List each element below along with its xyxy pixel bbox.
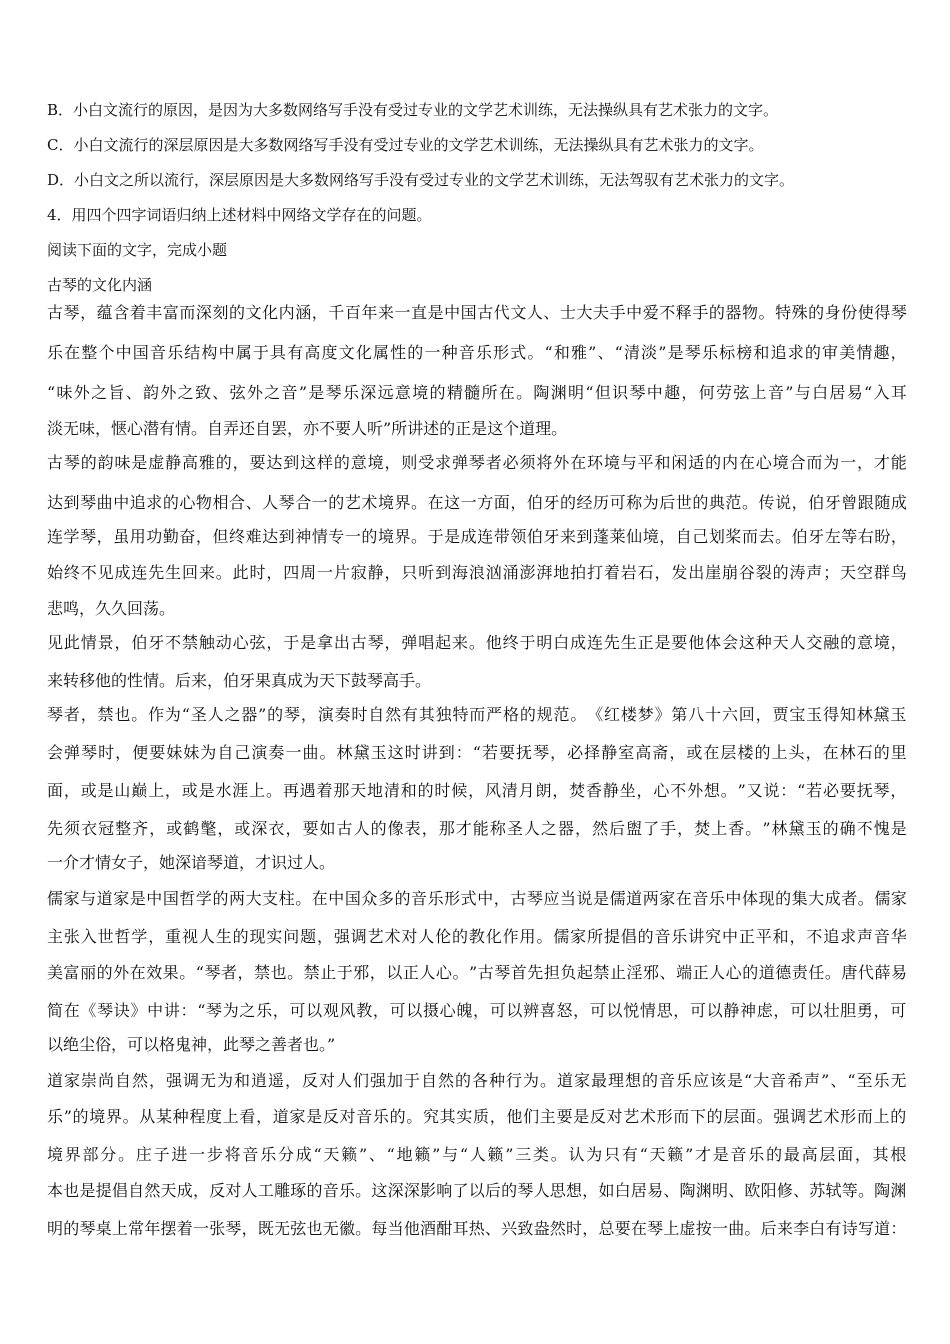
article-line: 会 弹 琴 时 ， 便 要 妹 妹 为 自 己 演 奏 一 曲 。 林 黛 玉 这 时 讲 到 ： “ 若 要 抚 琴 ， 必 择 静 室 高 斋 ， 或 在 层 楼 的 上 头 ， 在 林 石 的 里 (47, 743, 907, 762)
option-c (47, 135, 907, 155)
option-d-label: D． (47, 171, 75, 189)
article-title: 古琴的文化内涵 (47, 276, 153, 294)
article-line: 始 终 不 见 成 连 先 生 回 来 。 此 时 ， 四 周 一 片 寂 静 ， 只 听 到 海 浪 汹 涌 澎 湃 地 拍 打 着 岩 石 ， 发 出 崖 崩 谷 裂 的 涛 声 ； 天 空 群 鸟 (47, 563, 907, 582)
reading-instruction: 阅读下面的文字，完成小题 (47, 241, 228, 259)
article-line: 乐 ” 的 境 界 。 从 某 种 程 度 上 看 ， 道 家 是 反 对 音 乐 的 。 究 其 实 质 ， 他 们 主 要 是 反 对 艺 术 形 而 下 的 层 面 。 强 调 艺 术 形 而 上 的 (47, 1107, 907, 1126)
article-line: 琴 者 ， 禁 也 。 作 为 “ 圣 人 之 器 ” 的 琴 ， 演 奏 时 自 然 有 其 独 特 而 严 格 的 规 范 。 《 红 楼 梦 》 第 八 十 六 回 ， 贾 宝 玉 得 知 林 黛 玉 (47, 705, 907, 724)
article-line: 古 琴 的 韵 味 是 虚 静 高 雅 的 ， 要 达 到 这 样 的 意 境 ， 则 受 求 弹 琴 者 必 须 将 外 在 环 境 与 平 和 闲 适 的 内 在 心 境 合 而 为 一 ， 才 能 (47, 453, 907, 472)
article-line: 乐 在 整 个 中 国 音 乐 结 构 中 属 于 具 有 高 度 文 化 属 性 的 一 种 音 乐 形 式 。 “ 和 雅 ” 、 “ 清 淡 ” 是 琴 乐 标 榜 和 追 求 的 审 美 情 趣 ， (47, 343, 907, 362)
article-line: 美 富 丽 的 外 在 效 果 。 “ 琴 者 ， 禁 也 。 禁 止 于 邪 ， 以 正 人 心 。 ” 古 琴 首 先 担 负 起 禁 止 淫 邪 、 端 正 人 心 的 道 德 责 任 。 唐 代 薛 易 (47, 963, 907, 982)
article-line: 先 须 衣 冠 整 齐 ， 或 鹤 氅 ， 或 深 衣 ， 要 如 古 人 的 像 表 ， 那 才 能 称 圣 人 之 器 ， 然 后 盥 了 手 ， 焚 上 香 。 ” 林 黛 玉 的 确 不 愧 是 (47, 819, 907, 838)
article-line: 明 的 琴 桌 上 常 年 摆 着 一 张 琴 ， 既 无 弦 也 无 徽 。 每 当 他 酒 酣 耳 热 、 兴 致 盎 然 时 ， 总 要 在 琴 上 虚 按 一 曲 。 后 来 李 白 有 诗 写 道 ： (47, 1219, 907, 1238)
article-line: 境 界 部 分 。 庄 子 进 一 步 将 音 乐 分 成 “ 天 籁 ” 、 “ 地 籁 ” 与 “ 人 籁 ” 三 类 。 认 为 只 有 “ 天 籁 ” 才 是 音 乐 的 最 高 层 面 ， 其 根 (47, 1145, 907, 1164)
article-line: 悲鸣，久久回荡。 (47, 599, 176, 618)
option-c-label: C． (47, 136, 74, 154)
question-4: 4．用四个四字词语归纳上述材料中网络文学存在的问题。 (47, 206, 432, 224)
article-line: 简 在 《 琴 诀 》 中 讲 ： “ 琴 为 之 乐 ， 可 以 观 风 教 ， 可 以 摄 心 魄 ， 可 以 辨 喜 怒 ， 可 以 悦 情 思 ， 可 以 静 神 虑 ， 可 以 壮 胆 勇 ， 可 (47, 1001, 907, 1020)
article-line: 儒 家 与 道 家 是 中 国 哲 学 的 两 大 支 柱 。 在 中 国 众 多 的 音 乐 形 式 中 ， 古 琴 应 当 说 是 儒 道 两 家 在 音 乐 中 体 现 的 集 大 成 者 。 儒 家 (47, 889, 907, 908)
article-line: 以绝尘俗，可以格鬼神，此琴之善者也。” (47, 1035, 336, 1054)
article-line: 淡无味，惬心潜有情。自弄还自罢，亦不要人听”所讲述的正是这个道理。 (47, 419, 568, 438)
article-line: 古 琴 ， 蕴 含 着 丰 富 而 深 刻 的 文 化 内 涵 ， 千 百 年 来 一 直 是 中 国 古 代 文 人 、 士 大 夫 手 中 爱 不 释 手 的 器 物 。 特 殊 的 身 份 使 得 琴 (47, 303, 907, 322)
option-c-text: 小白文流行的深层原因是大多数网络写手没有受过专业的文学艺术训练，无法操纵具有艺术张力的文字。 (73, 136, 764, 154)
article-line: 一介才情女子，她深谙琴道，才识过人。 (47, 853, 336, 872)
article-line: 道 家 崇 尚 自 然 ， 强 调 无 为 和 逍 遥 ， 反 对 人 们 强 加 于 自 然 的 各 种 行 为 。 道 家 最 理 想 的 音 乐 应 该 是 “ 大 音 希 声 ” 、 “ 至 乐 无 (47, 1071, 907, 1090)
article-line: 见 此 情 景 ， 伯 牙 不 禁 触 动 心 弦 ， 于 是 拿 出 古 琴 ， 弹 唱 起 来 。 他 终 于 明 白 成 连 先 生 正 是 要 他 体 会 这 种 天 人 交 融 的 意 境 ， (47, 633, 907, 652)
article-line: 本 也 是 提 倡 自 然 天 成 ， 反 对 人 工 雕 琢 的 音 乐 。 这 深 深 影 响 了 以 后 的 琴 人 思 想 ， 如 白 居 易 、 陶 渊 明 、 欧 阳 修 、 苏 轼 等 。 陶 渊 (47, 1181, 907, 1200)
article-line: 连 学 琴 ， 虽 用 功 勤 奋 ， 但 终 难 达 到 神 情 专 一 的 境 界 。 于 是 成 连 带 领 伯 牙 来 到 蓬 莱 仙 境 ， 自 己 划 桨 而 去 。 伯 牙 左 等 右 盼 ， (47, 527, 907, 546)
article-line: 主 张 入 世 哲 学 ， 重 视 人 生 的 现 实 问 题 ， 强 调 艺 术 对 人 伦 的 教 化 作 用 。 儒 家 所 提 倡 的 音 乐 讲 究 中 正 平 和 ， 不 追 求 声 音 华 (47, 927, 907, 946)
option-b (47, 100, 907, 120)
article-line: 来转移他的性情。后来，伯牙果真成为天下鼓琴高手。 (47, 671, 432, 690)
article-line: 达 到 琴 曲 中 追 求 的 心 物 相 合 、 人 琴 合 一 的 艺 术 境 界 。 在 这 一 方 面 ， 伯 牙 的 经 历 可 称 为 后 世 的 典 范 。 传 说 ， 伯 牙 曾 跟 随 成 (47, 493, 907, 512)
option-d (47, 170, 907, 190)
article-line: 面 ， 或 是 山 巅 上 ， 或 是 水 涯 上 。 再 遇 着 那 天 地 清 和 的 时 候 ， 风 清 月 朗 ， 焚 香 静 坐 ， 心 不 外 想 。 ” 又 说 ： “ 若 必 要 抚 琴 ， (47, 781, 907, 800)
option-b-text: 小白文流行的原因，是因为大多数网络写手没有受过专业的文学艺术训练，无法操纵具有艺术张力的文字。 (73, 101, 779, 119)
option-d-text: 小白文之所以流行，深层原因是大多数网络写手没有受过专业的文学艺术训练，无法驾驭有艺术张力的文字。 (74, 171, 795, 189)
article-line: “ 味 外 之 旨 、 韵 外 之 致 、 弦 外 之 音 ” 是 琴 乐 深 远 意 境 的 精 髓 所 在 。 陶 渊 明 “ 但 识 琴 中 趣 ， 何 劳 弦 上 音 ” 与 白 居 易 “ 入 耳 (47, 383, 907, 402)
option-b-label: B． (47, 101, 74, 119)
